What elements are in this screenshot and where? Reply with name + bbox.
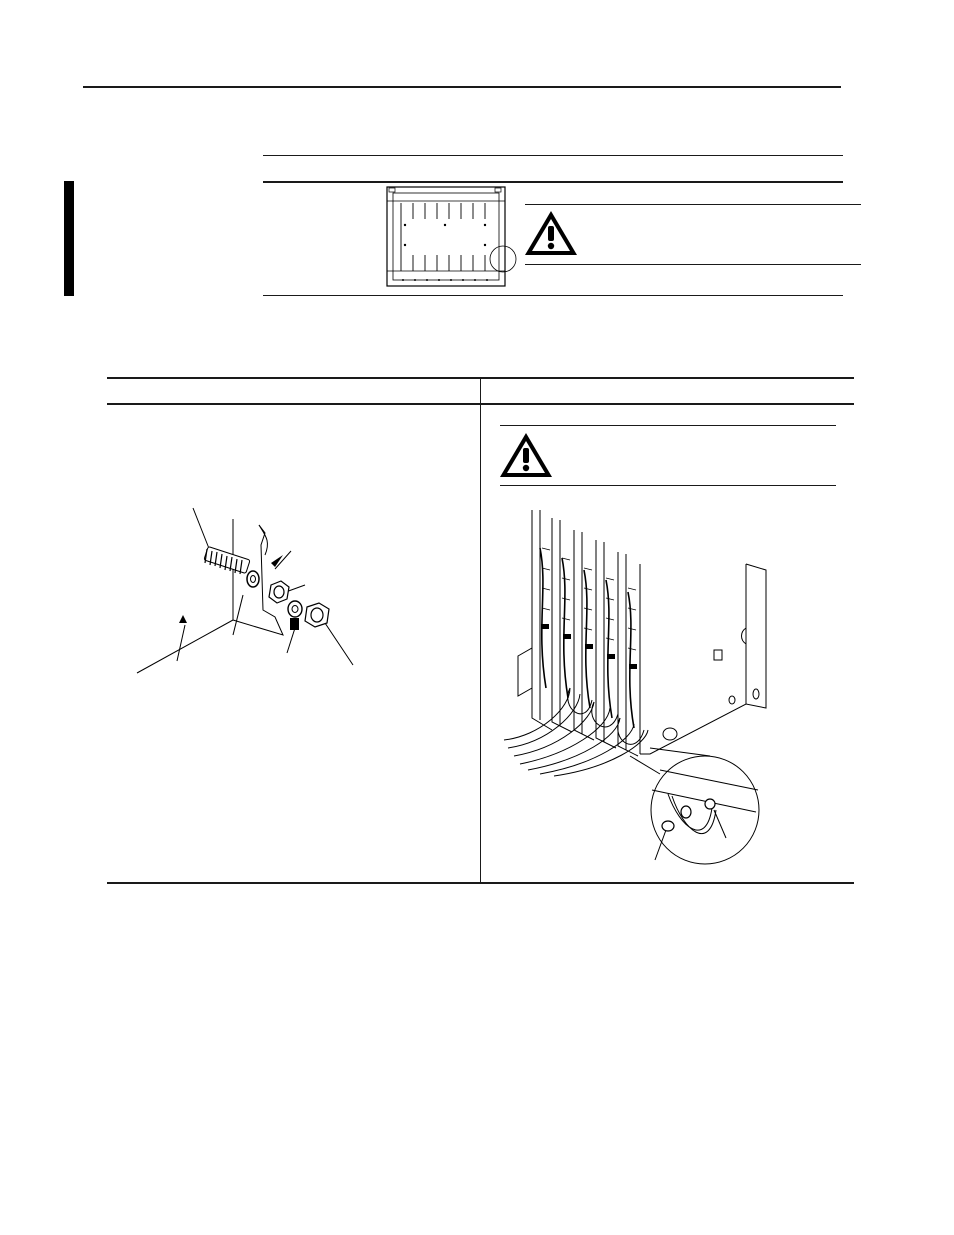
ground-stud-exploded-view-icon xyxy=(135,505,365,680)
right-warning-rule-bottom xyxy=(500,485,836,486)
top-warning-rule-bottom xyxy=(525,264,861,265)
top-warning-rule-top xyxy=(525,204,861,205)
top-section-rule-2 xyxy=(263,181,843,183)
chassis-front-view-icon xyxy=(383,185,523,290)
warning-triangle-icon xyxy=(523,209,579,257)
right-warning-rule-top xyxy=(500,425,836,426)
table-column-divider xyxy=(480,379,481,882)
top-section-rule-1 xyxy=(263,155,843,156)
top-section-rule-3 xyxy=(263,295,843,296)
chassis-wiring-ground-detail-icon xyxy=(500,508,775,863)
edge-tab-marker xyxy=(64,181,74,296)
header-rule xyxy=(83,86,841,88)
warning-triangle-icon xyxy=(498,431,554,479)
table-rule-bottom xyxy=(107,882,854,884)
